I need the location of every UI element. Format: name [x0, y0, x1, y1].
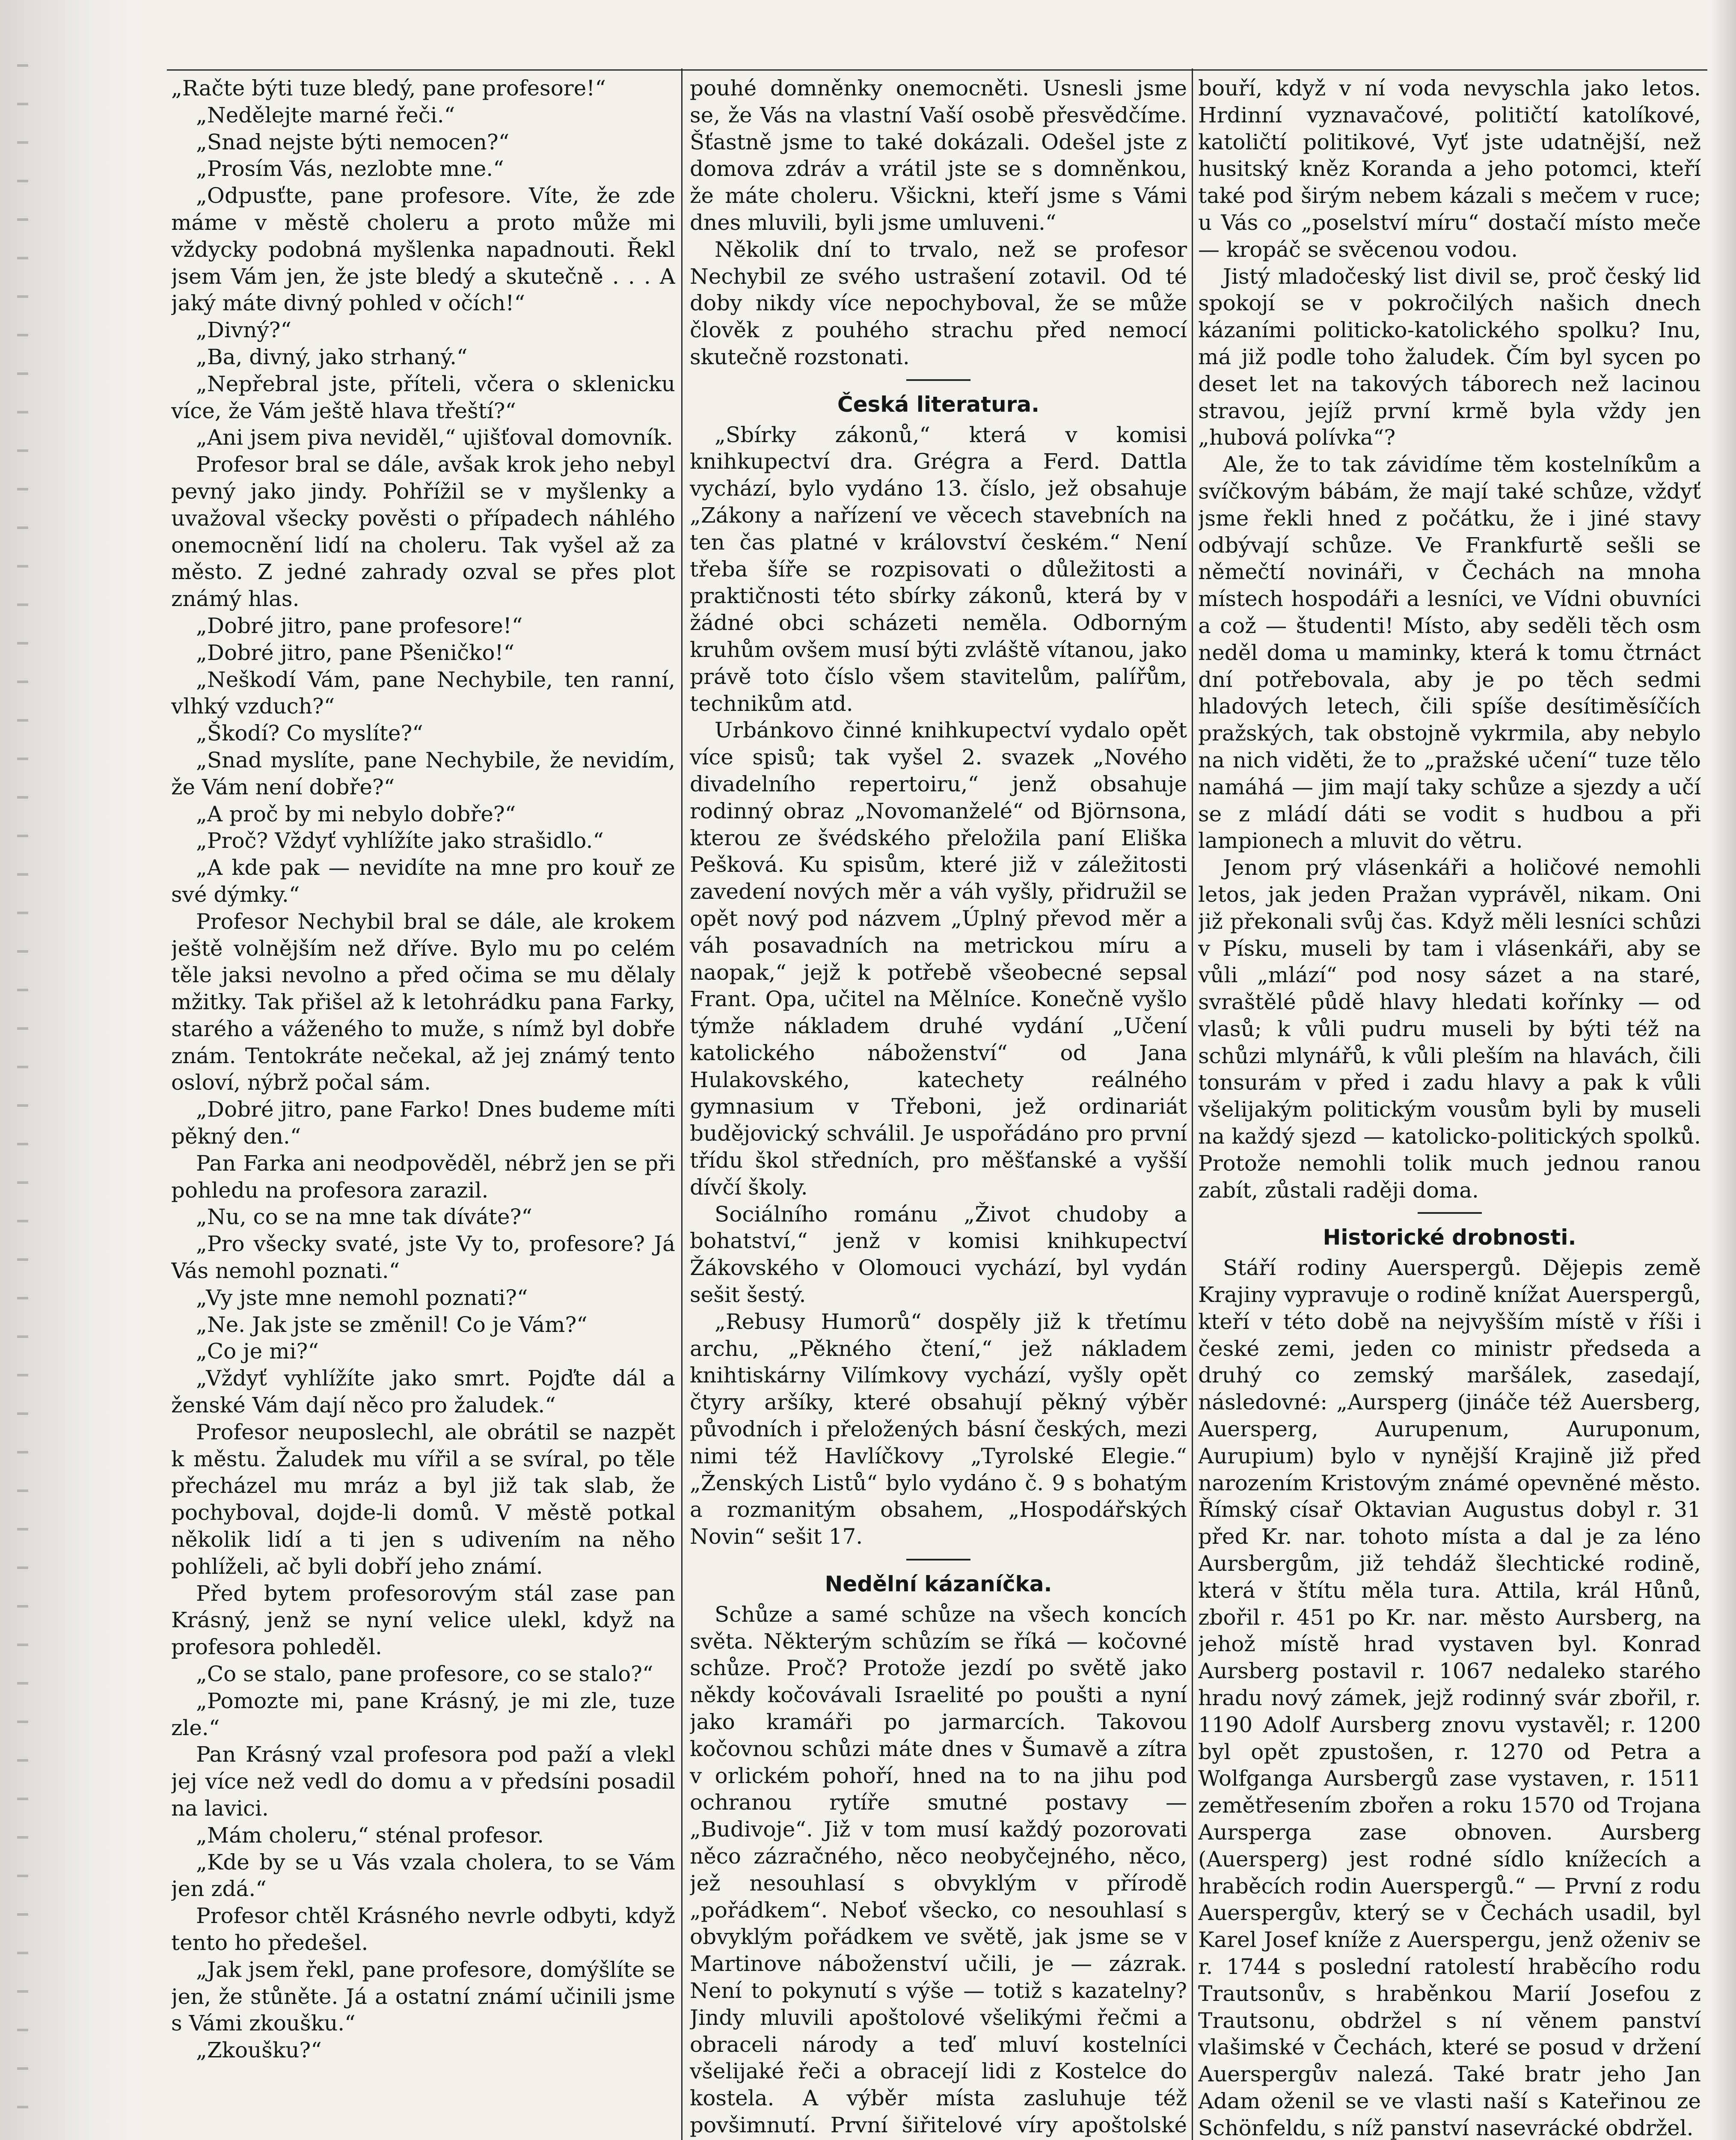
paragraph: Profesor Nechybil bral se dále, ale krokem ještě volnějším než dříve. Bylo mu po celém těle jaksi nevolno a před očima se mu dělaly mžitky. Tak přišel až k letohrádku pana Farky, starého a váženého to muže, s nímž byl dobře znám. Tentokráte nečekal, až jej známý tento osloví, nýbrž počal sám.: [171, 909, 675, 1095]
paragraph: „Jak jsem řekl, pane profesore, domýšlíte se jen, že stůněte. Já a ostatní známí učinili jsme s Vámi zkoušku.“: [171, 1957, 675, 2036]
paragraph: „Dobré jitro, pane Farko! Dnes budeme míti pěkný den.“: [171, 1097, 675, 1149]
paragraph: „Ba, divný, jako strhaný.“: [196, 344, 468, 369]
paragraph: „Co je mi?“: [196, 1339, 319, 1364]
paragraph: „Ne. Jak jste se změnil! Co je Vám?“: [196, 1312, 588, 1337]
paragraph: Jenom prý vlásenkáři a holičové nemohli letos, jak jeden Pražan vyprávěl, nikam. Oni již překonali svůj čas. Když měli lesníci schůzi v Písku, museli by tam i vlásenkáři, aby se vůli „mlází“ pod nosy sázet a na staré, svraštělé půdě hlavy hledati kořínky — od vlasů; k vůli pudru museli by býti též na schůzi mlynářů, k vůli pleším na hlavách, čili tonsurám v před i zadu hlavy a pak k vůli všelijakým politickým vousům byli by museli na každý sjezd — katolicko-politických spolků. Protože nemohli tolik much jednou ranou zabít, zůstali raději doma.: [1198, 855, 1701, 1203]
paragraph: Profesor chtěl Krásného nevrle odbyti, když tento ho předešel.: [171, 1903, 675, 1955]
paragraph: Jistý mladočeský list divil se, proč český lid spokojí se v pokročilých našich dnech kázaními politicko-katolického spolku? Inu, má již podle toho žaludek. Čím byl sycen po deset let na takových táborech než lacinou stravou, jejíž první krmě byla vždy jen „hubová polívka“?: [1198, 264, 1701, 450]
paragraph: „Sbírky zákonů,“ která v komisi knihkupectví dra. Grégra a Ferd. Dattla vychází, bylo vydáno 13. číslo, jež obsahuje „Zákony a nařízení ve věcech stavebních na ten čas platné v království českém.“ Není třeba šíře se rozpisovati o důležitosti a praktičnosti této sbírky zákonů, která by v žádné obci scházeti neměla. Odborným kruhům ovšem musí býti zvláště vítanou, jako právě toto číslo všem stavitelům, palířům, technikům atd.: [690, 422, 1187, 716]
paragraph: Několik dní to trvalo, než se profesor Nechybil ze svého ustrašení zotavil. Od té doby nikdy více nepochyboval, že se může člověk z pouhého strachu před nemocí skutečně rozstonati.: [690, 237, 1187, 369]
paragraph: Urbánkovo činné knihkupectví vydalo opět více spisů; tak vyšel 2. svazek „Nového divadelního repertoiru,“ jenž obsahuje rodinný obraz „Novomanželé“ od Björnsona, kterou ze švédského přeložila paní Eliška Pešková. Ku spisům, které již v záležitosti zavedení nových měr a váh vyšly, přidružil se opět nový pod názvem „Úplný převod měr a váh posavadních na metrickou míru a naopak,“ jejž k potřebě všeobecné sepsal Frant. Opa, učitel na Mělníce. Konečně vyšlo týmže nákladem druhé vydání „Učení katolického náboženství“ od Jana Hulakovského, katechety reálného gymnasium v Třeboni, jež ordinariát budějovický schválil. Je uspořádáno pro první třídu škol středních, pro měšťanské a vyšší dívčí školy.: [690, 718, 1187, 1200]
paragraph: „Proč? Vždyť vyhlížíte jako strašidlo.“: [196, 828, 604, 853]
paragraph: Pan Farka ani neodpověděl, nébrž jen se při pohledu na profesora zarazil.: [171, 1150, 675, 1203]
section-heading-sermon: Nedělní kázaníčka.: [825, 1572, 1052, 1597]
paragraph: „Mám choleru,“ sténal profesor.: [196, 1822, 544, 1848]
paragraph: Schůze a samé schůze na všech koncích světa. Některým schůzím se říká — kočovné schůze. Proč? Protože jezdí po světě jako někdy kočovávali Israelité po poušti a nyní jako kramáři po jarmarcích. Takovou kočovnou schůzi máte dnes v Šumavě a zítra v orlickém pohoří, hned na to na jihu pod ochranou rytíře smutné postavy — „Budivoje“. Již v tom musí každý pozorovati něco zázračného, něco neobyčejného, něco, jež nesouhlasí s obvyklým v přírodě „pořádkem“. Neboť všecko, co nesouhlasí s obvyklým pořádkem ve světě, jak jsme se v Martinove náboženství učili, je — zázrak. Není to pokynutí s výše — totiž s kazatelny? Jindy mluvili apoštolové všelikými řečmi a obraceli národy a teď mluví kostelníci všelijaké řeči a obracejí lidi z Kostelce do kostela. A výběr místa zasluhuje též povšimnutí. První šiřitelové víry apoštolské: [690, 1602, 1187, 2137]
paragraph: „Nepřebral jste, příteli, včera o sklenicku více, že Vám ještě hlava třeští?“: [171, 371, 675, 423]
section-heading-literature: Česká literatura.: [837, 392, 1040, 417]
paragraph: „A proč by mi nebylo dobře?“: [196, 801, 516, 826]
paragraph: „Rebusy Humorů“ dospěly již k třetímu archu, „Pěkného čtení,“ jež nákladem knihtiskárny Vilímkovy vychází, vyšly opět čtyry aršíky, které obsahují pěkný výběr původních i přeložených básní českých, mezi nimi též Havlíčkovy „Tyrolské Elegie.“ „Ženských Listů“ bylo vydáno č. 9 s bohatým a rozmanitým obsahem, „Hospodářských Novin“ sešit 17.: [690, 1309, 1187, 1549]
paragraph: Profesor bral se dále, avšak krok jeho nebyl pevný jako jindy. Pohřížil se v myšlenky a uvažoval všecky pověsti o případech náhlého onemocnění lidí na choleru. Tak vyšel až za město. Z jedné zahrady ozval se přes plot známý hlas.: [171, 452, 675, 612]
paragraph: Profesor neuposlechl, ale obrátil se nazpět k městu. Žaludek mu vířil a se svíral, po těle přecházel mu mráz a byl již tak slab, že pochyboval, dojde-li domů. V městě potkal několik lidí a ti jen s udivením na něho pohlíželi, ač byli dobří jeho známí.: [171, 1419, 675, 1579]
scan-shadow-right: [1710, 0, 1736, 2140]
paragraph: Ale, že to tak závidíme těm kostelníkům a svíčkovým bábám, že mají také schůze, vždyť jsme řekli hned z počátku, že i jiné stavy odbývají schůze. Ve Frankfurtě sešli se němečtí novináři, v Čechách na mnoha místech hospodáři a lesníci, ve Vídni obuvníci a což — študenti! Místo, aby seděli těch osm neděl doma u maminky, která k tomu čtrnáct dní potřebovala, aby je po těch sedmi hladových letech, čili spíše desítiměsíčích pražských, tak obstojně vykrmila, aby nebylo na nich viděti, že to „pražské učení“ tuze tělo namáhá — jim mají taky schůze a sjezdy a učí se z mládí dáti se vodit s hudbou a při lampionech a mluvit do větru.: [1198, 452, 1701, 853]
section-separator: [906, 379, 970, 381]
paragraph: „Vy jste mne nemohl poznati?“: [196, 1285, 528, 1310]
paragraph: Před bytem profesorovým stál zase pan Krásný, jenž se nyní velice ulekl, když na profesora pohleděl.: [171, 1581, 675, 1660]
paragraph: „Nedělejte marné řeči.“: [196, 102, 455, 128]
paragraph: „Pro všecky svaté, jste Vy to, profesore? Já Vás nemohl poznati.“: [171, 1231, 675, 1284]
section-separator: [906, 1559, 970, 1560]
paragraph: „Ani jsem piva neviděl,“ ujišťoval domovník.: [196, 425, 673, 450]
section-separator: [1418, 1212, 1482, 1214]
paragraph: „A kde pak — nevidíte na mne pro kouř ze své dýmky.“: [171, 855, 675, 907]
column-3: [1198, 75, 1701, 2140]
paragraph: „Dobré jitro, pane Pšeničko!“: [196, 640, 515, 665]
paragraph: bouří, když v ní voda nevyschla jako letos. Hrdinní vyznavačové, političtí katolíkové, katoličtí politikové, Vyť jste udatnější, než husitský kněz Koranda a jeho potomci, kteří také pod širým nebem kázali s mečem v ruce; u Vás co „poselství míru“ dostačí místo meče — kropáč se svěcenou vodou.: [1198, 76, 1701, 262]
paragraph: pouhé domněnky onemocněti. Usnesli jsme se, že Vás na vlastní Vaší osobě přesvědčíme. Šťastně jsme to také dokázali. Odešel jste z domova zdráv a vrátil jste se s domněnkou, že máte choleru. Všickni, kteří jsme s Vámi dnes mluvili, byli jsme umluveni.“: [690, 76, 1187, 235]
paragraph: Sociálního románu „Život chudoby a bohatství,“ jenž v komisi knihkupectví Žákovského v Olomouci vychází, byl vydán sešit šestý.: [690, 1201, 1187, 1308]
paragraph: Stáří rodiny Auerspergů. Dějepis země Krajiny vypravuje o rodině knížat Auerspergů, kteří v této době na nejvyšším místě v říši i české zemi, jeden co ministr předseda a druhý co zemský maršálek, zasedají, následovné: „Aursperg (jináče též Auersberg, Auersperg, Aurupenum, Auruponum, Aurupium) bylo v nynější Krajině již před narozením Kristovým známé opevněné město. Římský císař Oktavian Augustus dobyl r. 31 před Kr. nar. tohoto místa a dal je za léno Aursbergům, již tehdáž šlechtické rodině, která v štítu měla tura. Attila, král Hůnů, zbořil r. 451 po Kr. nar. město Aursberg, na jehož místě hrad vystaven byl. Konrad Aursberg postavil r. 1067 nedaleko starého hradu nový zámek, jejž rodinný svár zbořil, r. 1190 Adolf Aursberg znovu vystavěl; r. 1200 byl opět zpustošen, r. 1270 od Petra a Wolfganga Aursbergů zase vystaven, r. 1511 zemětřesením zbořen a roku 1570 od Trojana Aursperga zase obnoven. Aursberg (Auersperg) jest rodné sídlo knížecích a hraběcích rodin Auerspergů.“ — První z rodu Auerspergův, který se v Čechách usadil, byl Karel Josef kníže z Auerspergu, jenž oženiv se r. 1744 s poslední ratolestí hraběcího rodu Trautsonův, s hraběnkou Marií Josefou z Trautsonu, obdržel s ní věnem panství vlašimské v Čechách, které se posud v držení Auerspergův nalezá. Také bratr jeho Jan Adam oženil se ve vlasti naší s Kateřinou ze Schönfeldu, s níž panství nasevrácké obdržel.: [1198, 1255, 1701, 2140]
top-rule: [167, 69, 1707, 71]
paragraph: „Račte býti tuze bledý, pane profesore!“: [171, 76, 606, 101]
scan-edge-marks: [17, 64, 28, 2140]
paragraph: „Vždyť vyhlížíte jako smrt. Pojďte dál a ženské Vám dají něco pro žaludek.“: [171, 1366, 675, 1418]
paragraph: „Divný?“: [196, 318, 292, 343]
paragraph: „Dobré jitro, pane profesore!“: [196, 613, 523, 638]
paragraph: „Co se stalo, pane profesore, co se stalo?“: [196, 1661, 653, 1687]
column-2: [690, 75, 1187, 2140]
paragraph: „Neškodí Vám, pane Nechybile, ten ranní, vlhký vzduch?“: [171, 667, 675, 719]
paragraph: „Snad nejste býti nemocen?“: [196, 129, 510, 155]
paragraph: „Odpusťte, pane profesore. Víte, že zde máme v městě choleru a proto může mi vždycky podobná myšlenka napadnouti. Řekl jsem Vám jen, že jste bledý a skutečně . . . A jaký máte divný pohled v očích!“: [171, 183, 675, 316]
column-1: [171, 75, 675, 2140]
paragraph: „Škodí? Co myslíte?“: [196, 721, 423, 746]
paragraph: „Kde by se u Vás vzala cholera, to se Vám jen zdá.“: [171, 1849, 675, 1902]
column-rule-2: [1192, 68, 1193, 2140]
section-heading-history: Historické drobnosti.: [1323, 1225, 1576, 1250]
paragraph: Pan Krásný vzal profesora pod paží a vlekl jej více než vedl do domu a v předsíni posadil na lavici.: [171, 1742, 675, 1821]
paragraph: „Nu, co se na mne tak díváte?“: [196, 1204, 532, 1230]
column-rule-1: [681, 68, 683, 2140]
paragraph: „Prosím Vás, nezlobte mne.“: [196, 156, 504, 181]
paragraph: „Snad myslíte, pane Nechybile, že nevidím, že Vám není dobře?“: [171, 747, 675, 800]
paragraph: „Pomozte mi, pane Krásný, je mi zle, tuze zle.“: [171, 1688, 675, 1740]
paragraph: „Zkoušku?“: [196, 2038, 322, 2063]
